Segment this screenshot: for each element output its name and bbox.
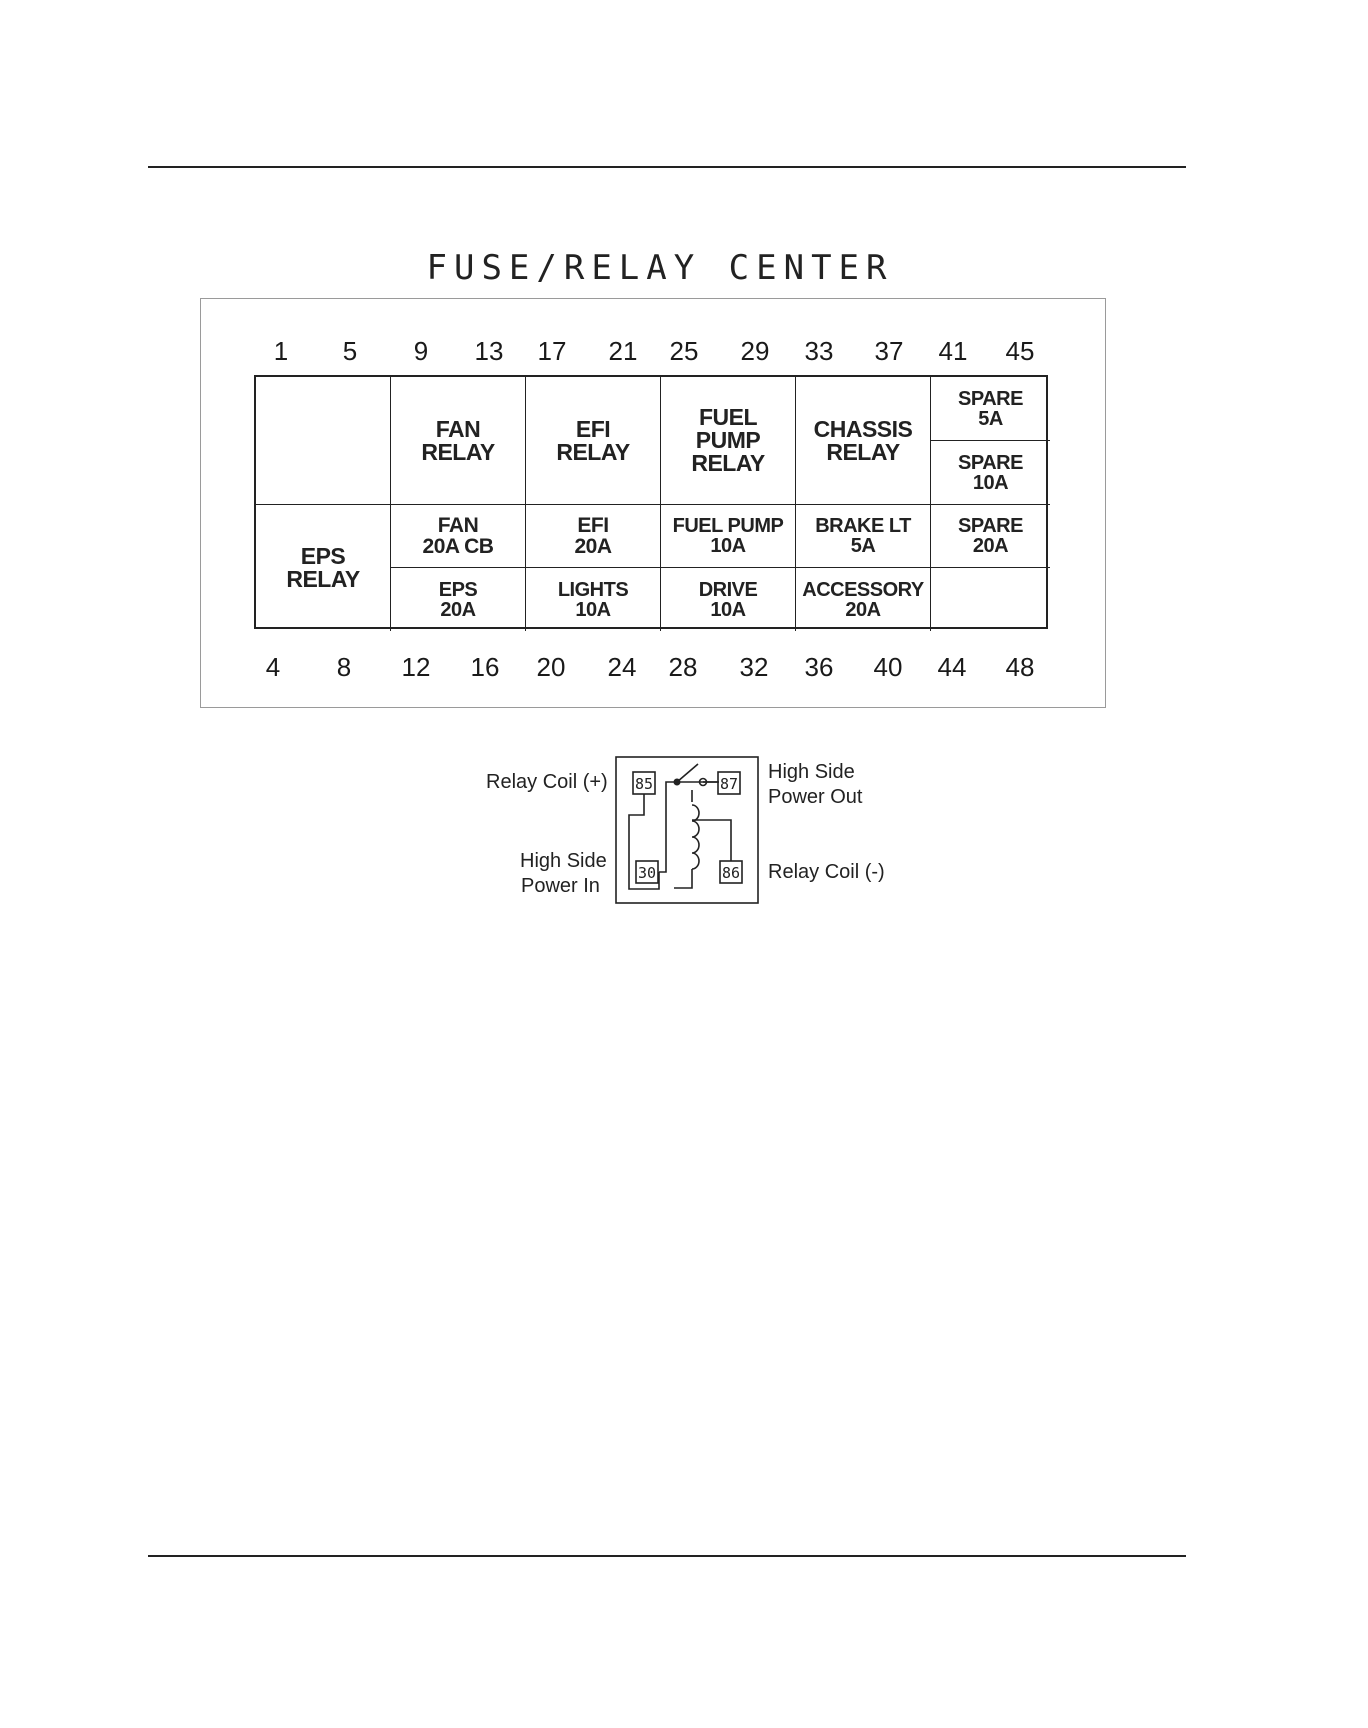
pin-number-bottom: 40 <box>873 652 903 682</box>
high-side-power-out-label: High Side Power Out <box>768 761 863 808</box>
relay-coil-positive-label: Relay Coil (+) <box>486 771 608 793</box>
drive-10a-cell: DRIVE 10A <box>661 568 796 631</box>
eps-relay-cell: EPS RELAY <box>256 505 391 631</box>
pin-number-bottom: 28 <box>668 652 698 682</box>
pin-number-top: 1 <box>273 336 289 366</box>
brake-lt-5a-cell: BRAKE LT 5A <box>796 505 931 568</box>
pin-number-top: 21 <box>608 336 638 366</box>
empty-cell <box>256 377 391 505</box>
spare-5a-cell: SPARE 5A <box>931 377 1050 441</box>
efi-relay-cell: EFI RELAY <box>526 377 661 505</box>
switch-pivot <box>674 779 681 786</box>
top-rule <box>148 166 1186 168</box>
pin-number-bottom: 20 <box>536 652 566 682</box>
pin-number-bottom: 4 <box>265 652 281 682</box>
relay-housing <box>616 757 758 903</box>
bottom-rule <box>148 1555 1186 1557</box>
pin-number-bottom: 24 <box>607 652 637 682</box>
wire-86 <box>692 820 731 861</box>
terminal-87-box <box>718 772 740 794</box>
pin-number-bottom: 44 <box>937 652 967 682</box>
switch-arm <box>677 764 698 782</box>
efi-20a-cell: EFI 20A <box>526 505 661 568</box>
pin-number-top: 9 <box>413 336 429 366</box>
diagram-title: FUSE/RELAY CENTER <box>426 248 894 288</box>
pin-number-bottom: 48 <box>1005 652 1035 682</box>
switch-contact <box>700 779 707 786</box>
pin-number-bottom: 32 <box>739 652 769 682</box>
pin-number-top: 13 <box>474 336 504 366</box>
fuse-relay-grid <box>254 375 1048 629</box>
terminal-85-label: 85 <box>634 775 654 793</box>
fuel-pump-relay-cell: FUEL PUMP RELAY <box>661 377 796 505</box>
terminal-85-box <box>633 772 655 794</box>
pin-number-top: 33 <box>804 336 834 366</box>
pin-number-top: 29 <box>740 336 770 366</box>
pin-number-top: 45 <box>1005 336 1035 366</box>
fan-20a-cb-cell: FAN 20A CB <box>391 505 526 568</box>
pin-number-top: 5 <box>342 336 358 366</box>
fuel-pump-10a-cell: FUEL PUMP 10A <box>661 505 796 568</box>
terminal-87-label: 87 <box>719 775 739 793</box>
terminal-30-label: 30 <box>637 864 657 882</box>
pin-number-top: 41 <box>938 336 968 366</box>
wire-30 <box>659 782 677 872</box>
pin-number-bottom: 8 <box>336 652 352 682</box>
terminal-86-label: 86 <box>721 864 741 882</box>
pin-number-bottom: 12 <box>401 652 431 682</box>
spare-10a-cell: SPARE 10A <box>931 441 1050 505</box>
lights-10a-cell: LIGHTS 10A <box>526 568 661 631</box>
spare-20a-cell: SPARE 20A <box>931 505 1050 568</box>
pin-number-top: 37 <box>874 336 904 366</box>
eps-20a-cell: EPS 20A <box>391 568 526 631</box>
pin-number-bottom: 16 <box>470 652 500 682</box>
fan-relay-cell: FAN RELAY <box>391 377 526 505</box>
wire-85 <box>629 794 659 889</box>
relay-coil-negative-label: Relay Coil (-) <box>768 861 885 883</box>
coil-lead-bottom <box>674 869 692 888</box>
high-side-power-in-label: High Side Power In <box>520 850 607 897</box>
pin-number-top: 25 <box>669 336 699 366</box>
pin-number-bottom: 36 <box>804 652 834 682</box>
terminal-30-box <box>636 861 658 883</box>
pin-number-top: 17 <box>537 336 567 366</box>
chassis-relay-cell: CHASSIS RELAY <box>796 377 931 505</box>
accessory-20a-cell: ACCESSORY 20A <box>796 568 931 631</box>
coil-winding <box>692 805 699 869</box>
empty-cell <box>931 568 1050 631</box>
terminal-86-box <box>720 861 742 883</box>
